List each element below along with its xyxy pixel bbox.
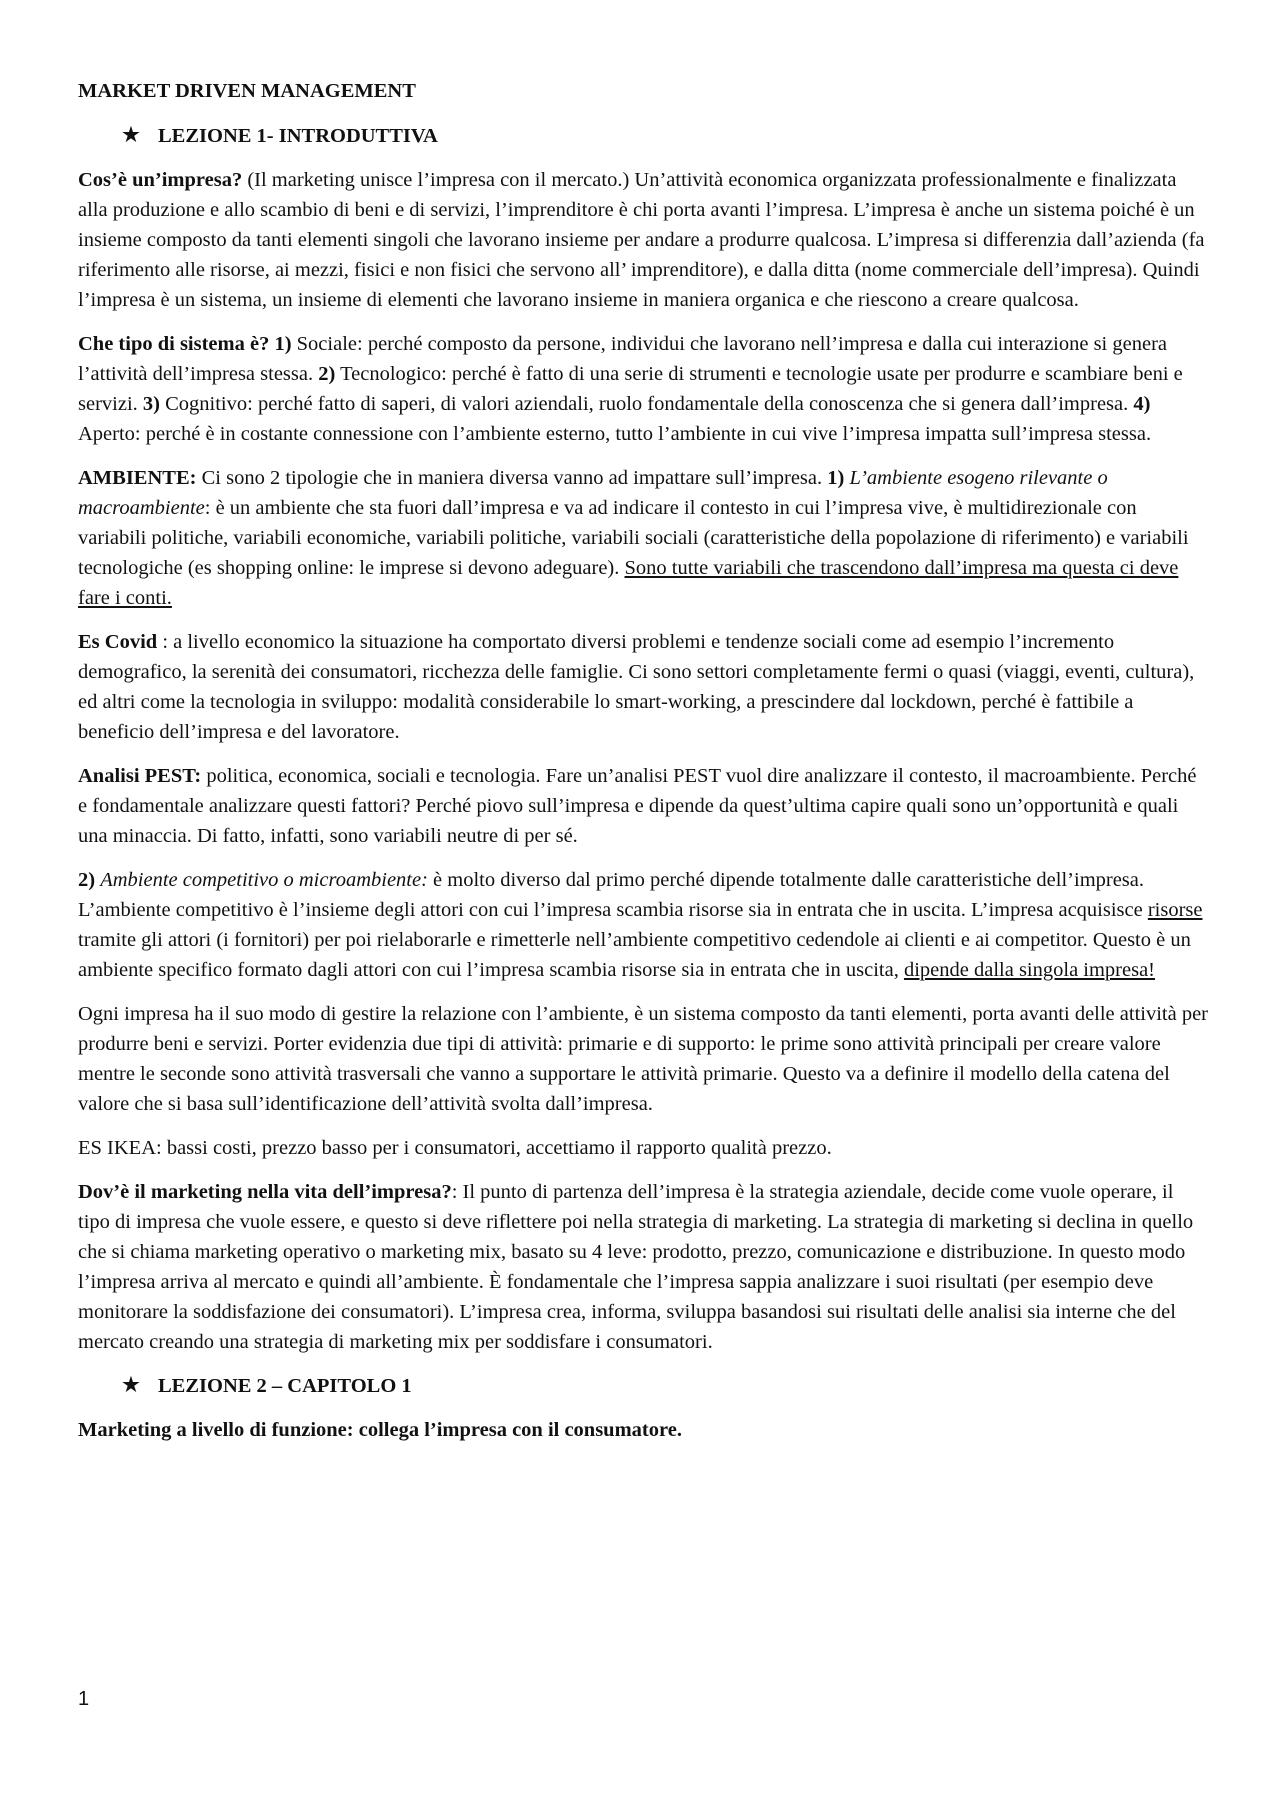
document-page (78, 76, 1208, 1459)
paragraph-text: Aperto: perché è in costante connessione con l’ambiente esterno, tutto l’ambiente in cui vive l’impresa impatta sull’impresa stessa. (78, 423, 1152, 445)
paragraph-text: è molto diverso dal primo perché dipende totalmente dalle caratteristiche dell’impresa. L’ambiente competitivo è l’insieme degli attori con cui l’impresa scambia risorse sia in entrata che in uscita. L’impresa acquisisce (78, 869, 1148, 921)
lesson-1-heading (78, 121, 1208, 151)
paragraph-lead: Es Covid (78, 631, 158, 653)
paragraph-es-ikea: ES IKEA: bassi costi, prezzo basso per i consumatori, accettiamo il rapporto qualità prezzo. (78, 1137, 832, 1159)
paragraph-lead: Cos’è un’impresa? (78, 169, 243, 191)
list-number: 2) (78, 869, 96, 891)
list-number: 2) (318, 363, 336, 385)
paragraph-es-covid (78, 627, 1208, 747)
list-number: 1) (827, 467, 845, 489)
paragraph-cos-e-impresa (78, 165, 1208, 315)
lesson-1-title: LEZIONE 1- INTRODUTTIVA (158, 125, 438, 147)
paragraph-text: Sociale: perché composto da persone, individui che lavorano nell’impresa e dalla cui interazione si genera l’attività dell’impresa stessa. (78, 333, 1168, 385)
paragraph-text: (Il marketing unisce l’impresa con il mercato.) Un’attività economica organizzata professionalmente e finalizzata alla produzione e allo scambio di beni e di servizi, l’imprenditore è chi porta avanti l’impresa. L’impresa è anche un sistema poiché è un insieme composto da tanti elementi singoli che lavorano insieme per andare a produrre qualcosa. L’impresa si differenzia dall’azienda (fa riferimento alle risorse, ai mezzi, fisici e non fisici che servono all’ imprenditore), e dalla ditta (nome commerciale dell’impresa). Quindi l’impresa è un sistema, un insieme di elementi che lavorano insieme in maniera organica e che riescono a creare qualcosa. (78, 169, 1205, 311)
lesson-2-title: LEZIONE 2 – CAPITOLO 1 (158, 1375, 412, 1397)
paragraph-text: : Il punto di partenza dell’impresa è la strategia aziendale, decide come vuole operare, il tipo di impresa che vuole essere, e questo si deve riflettere poi nella strategia di marketing. La strategia di marketing si declina in quello che si chiama marketing operativo o marketing mix, basato su 4 leve: prodotto, prezzo, comunicazione e distribuzione. In questo modo l’impresa arriva al mercato e quindi all’ambiente. È fondamentale che l’impresa sappia analizzare i suoi risultati (per esempio deve monitorare la soddisfazione dei consumatori). L’impresa crea, informa, sviluppa basandosi sui risultati delle analisi sia interne che del mercato creando una strategia di marketing mix per soddisfare i consumatori. (78, 1181, 1194, 1353)
paragraph-analisi-pest (78, 761, 1208, 851)
paragraph-ambiente (78, 463, 1208, 613)
paragraph-text: tramite gli attori (i fornitori) per poi rielaborarle e rimetterle nell’ambiente competitivo cedendole ai clienti e ai competitor. Questo è un ambiente specifico formato dagli attori con cui l’impresa scambia risorse sia in entrata che in uscita, (78, 929, 1191, 981)
paragraph-lead: Analisi PEST: (78, 765, 202, 787)
paragraph-text: politica, economica, sociali e tecnologia. Fare un’analisi PEST vuol dire analizzare il contesto, il macroambiente. Perché e fondamentale analizzare questi fattori? Perché piovo sull’impresa e dipende da quest’ultima capire quali sono un’opportunità e quali una minaccia. Di fatto, infatti, sono variabili neutre di per sé. (78, 765, 1197, 847)
star-bullet-icon: ✭ (123, 125, 139, 146)
paragraph-marketing-funzione (78, 1415, 1208, 1445)
paragraph-catena-valore: Ogni impresa ha il suo modo di gestire la relazione con l’ambiente, è un sistema composto da tanti elementi, porta avanti delle attività per produrre beni e servizi. Porter evidenzia due tipi di attività: primarie e di supporto: le prime sono attività principali per creare valore mentre le seconde sono attività trasversali che vanno a supportare le attività primarie. Questo va a definire il modello della catena del valore che si basa sull’identificazione dell’attività svolta dall’impresa. (78, 1003, 1209, 1115)
paragraph-lead: Dov’è il marketing nella vita dell’impresa? (78, 1181, 452, 1203)
italic-term: Ambiente competitivo o microambiente: (100, 869, 428, 891)
underlined-text: dipende dalla singola impresa! (903, 959, 1156, 981)
paragraph-tipo-sistema (78, 329, 1208, 449)
star-bullet-icon: ✭ (123, 1375, 139, 1396)
list-number: 3) (142, 393, 160, 415)
paragraph-lead: Che tipo di sistema è? 1) (78, 333, 292, 355)
paragraph-marketing-vita-impresa (78, 1177, 1208, 1357)
paragraph-microambiente (78, 865, 1208, 985)
paragraph-text: Cognitivo: perché fatto di saperi, di valori aziendali, ruolo fondamentale della conoscenza che si genera dall’impresa. (159, 393, 1134, 415)
page-number: 1 (78, 1688, 90, 1710)
paragraph-text: : è un ambiente che sta fuori dall’impresa e va ad indicare il contesto in cui l’impresa vive, è multidirezionale con variabili politiche, variabili economiche, variabili politiche, variabili sociali (caratteristiche della popolazione di riferimento) e variabili tecnologiche (es shopping online: le imprese si devono adeguare). (78, 497, 1189, 579)
paragraph-lead: AMBIENTE: (78, 467, 197, 489)
paragraph-lead: Marketing a livello di funzione: collega l’impresa con il consumatore. (78, 1419, 682, 1441)
lesson-2-heading (78, 1371, 1208, 1401)
paragraph-text: Tecnologico: perché è fatto di una serie di strumenti e tecnologie usate per produrre e scambiare beni e servizi. (78, 363, 1183, 415)
underlined-text: Sono tutte variabili che trascendono dall’impresa ma questa ci deve fare i conti. (78, 557, 1179, 609)
italic-term: L’ambiente esogeno rilevante o macroambiente (78, 467, 1108, 519)
list-number: 4) (1133, 393, 1151, 415)
paragraph-text: : a livello economico la situazione ha comportato diversi problemi e tendenze sociali come ad esempio l’incremento demografico, la serenità dei consumatori, ricchezza delle famiglie. Ci sono settori completamente fermi o quasi (viaggi, eventi, cultura), ed altri come la tecnologia in sviluppo: modalità considerabile lo smart-working, a prescindere dal lockdown, perché è fattibile a beneficio dell’impresa e del lavoratore. (78, 631, 1195, 743)
paragraph-text: Ci sono 2 tipologie che in maniera diversa vanno ad impattare sull’impresa. (196, 467, 828, 489)
underlined-text: risorse (1147, 899, 1203, 921)
document-title: MARKET DRIVEN MANAGEMENT (78, 80, 416, 102)
